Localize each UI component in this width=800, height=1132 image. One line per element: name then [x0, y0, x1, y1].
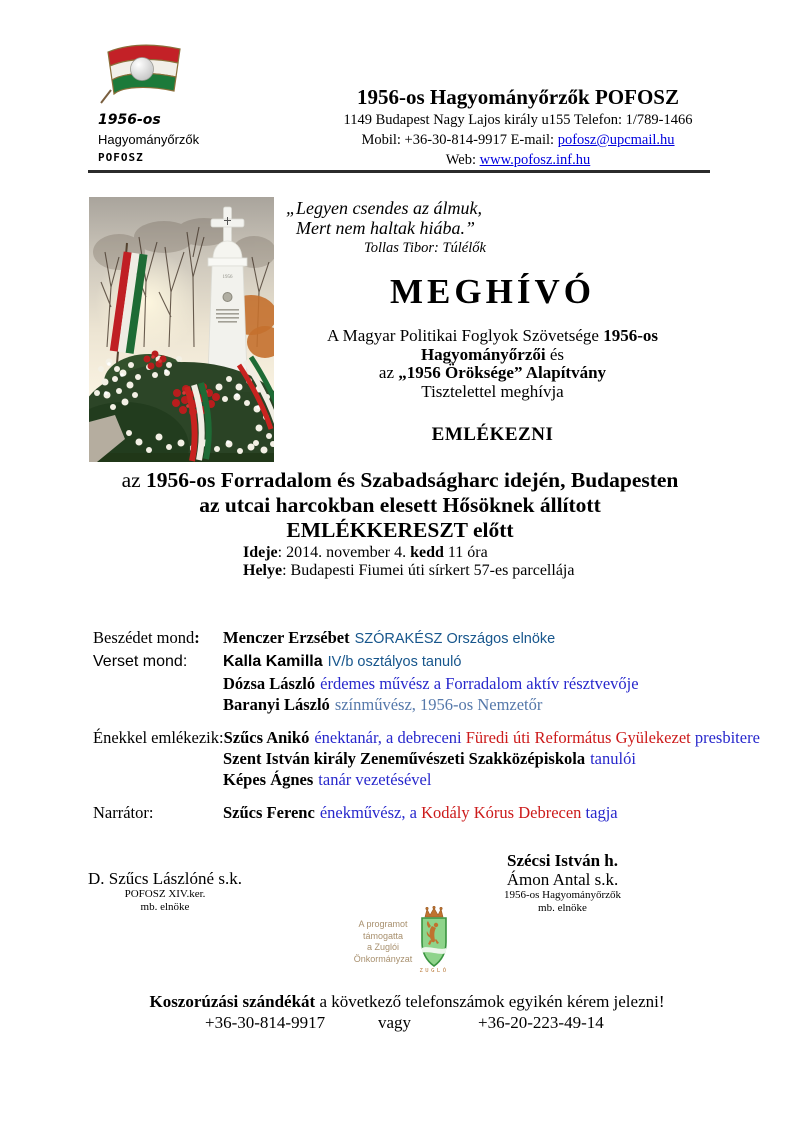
program-row-song-3: Képes Ágnes tanár vezetésével	[223, 770, 432, 789]
invitation-line-2: Hagyományőrzői és	[420, 344, 565, 364]
quote-line-1: „Legyen csendes az álmuk,	[286, 198, 482, 218]
event-when-where	[243, 544, 574, 579]
program-row-song-2: Szent István király Zeneművészeti Szakközépiskola tanulói	[223, 749, 636, 768]
quote-line-2: Mert nem haltak hiába.”	[296, 218, 475, 238]
wreath-notice: Koszorúzási szándékát a következő telefonszámok egyikén kérem jelezni!	[149, 992, 665, 1011]
invitation-paragraph	[285, 327, 700, 401]
zuglo-coat-of-arms-icon	[414, 906, 454, 974]
logo-caption-pofosz: POFOSZ	[98, 151, 144, 164]
hungarian-flag-pin-icon	[94, 40, 190, 106]
signature-right-name: Ámon Antal s.k.	[506, 870, 619, 889]
signature-right-org: 1956-os Hagyományőrzők	[503, 889, 621, 901]
event-place: Helye: Budapesti Fiumei úti sírkert 57-es parcellája	[243, 561, 575, 579]
logo-caption-1956: 1956-os	[98, 112, 161, 128]
signature-left-role: mb. elnöke	[140, 900, 190, 913]
quote-attribution: Tollas Tibor: Túlélők	[364, 240, 486, 256]
signature-right-top: Szécsi István h.	[507, 851, 618, 870]
invitation-title: MEGHÍVÓ	[390, 272, 595, 311]
event-line-3: EMLÉKKERESZT előtt	[286, 518, 514, 542]
signature-left	[70, 869, 260, 913]
event-heading	[40, 468, 760, 543]
invitation-line-3: az „1956 Öröksége” Alapítvány	[378, 363, 607, 382]
remember-heading: EMLÉKEZNI	[431, 424, 554, 445]
phone-or-label: vagy	[378, 1013, 412, 1032]
logo-caption-hagyomanyorzok: Hagyományőrzők	[98, 132, 200, 147]
org-web-line	[328, 150, 708, 170]
program-list	[93, 627, 763, 823]
phone-number-2: +36-20-223-49-14	[478, 1013, 604, 1032]
mobil-label: Mobil: +36-30-814-9917 E-mail:	[361, 132, 558, 148]
org-address: 1149 Budapest Nagy Lajos király u155 Telefon: 1/789-1466	[343, 112, 693, 128]
program-row-poem-1: Verset mond: Kalla Kamilla IV/b osztályos tanuló	[93, 653, 462, 670]
header-divider	[88, 170, 710, 173]
program-row-song-1: Énekkel emlékezik: Szűcs Anikó énektanár, a debreceni Füredi úti Református Gyülekezet presbitere	[93, 728, 760, 747]
event-time: Ideje: 2014. november 4. kedd 11 óra	[243, 544, 488, 561]
memorial-quote	[286, 198, 486, 258]
event-line-2: az utcai harcokban elesett Hősöknek állított	[199, 493, 601, 517]
letterhead	[328, 84, 708, 170]
signature-right-role: mb. elnöke	[538, 901, 587, 914]
org-contact-line	[328, 130, 708, 150]
logo-caption	[98, 110, 228, 166]
invitation-line-1: A Magyar Politikai Foglyok Szövetsége 1956-os	[326, 326, 658, 345]
web-label: Web:	[445, 152, 480, 168]
memorial-cross-photo	[89, 197, 274, 462]
program-row-poem-2: Dózsa László érdemes művész a Forradalom aktív résztvevője	[223, 674, 639, 693]
web-link[interactable]: www.pofosz.inf.hu	[479, 152, 591, 168]
crest-caption: ZUGLÓ	[419, 968, 449, 974]
invitation-line-4: Tisztelettel meghívja	[421, 381, 564, 401]
phone-number-1: +36-30-814-9917	[205, 1013, 326, 1032]
program-row-poem-3: Baranyi László színművész, 1956-os Nemzetőr	[223, 695, 543, 714]
sponsor-note: A programot támogatta a Zuglói Önkormányzat	[353, 919, 413, 964]
email-link[interactable]: pofosz@upcmail.hu	[557, 132, 675, 148]
org-title: 1956-os Hagyományőrzők POFOSZ	[356, 85, 679, 109]
signature-right	[465, 851, 660, 914]
svg-text:1956: 1956	[222, 275, 233, 280]
event-line-1: az 1956-os Forradalom és Szabadságharc idején, Budapesten	[121, 468, 679, 492]
program-row-narrator: Narrátor: Szűcs Ferenc énekművész, a Kodály Kórus Debrecen tagja	[93, 803, 618, 822]
signature-left-org: POFOSZ XIV.ker.	[124, 888, 206, 900]
signature-left-name: D. Szűcs Lászlóné s.k.	[88, 869, 242, 888]
program-row-speech: Beszédet mond: Menczer Erzsébet SZÓRAKÉSZ Országos elnöke	[93, 628, 556, 647]
